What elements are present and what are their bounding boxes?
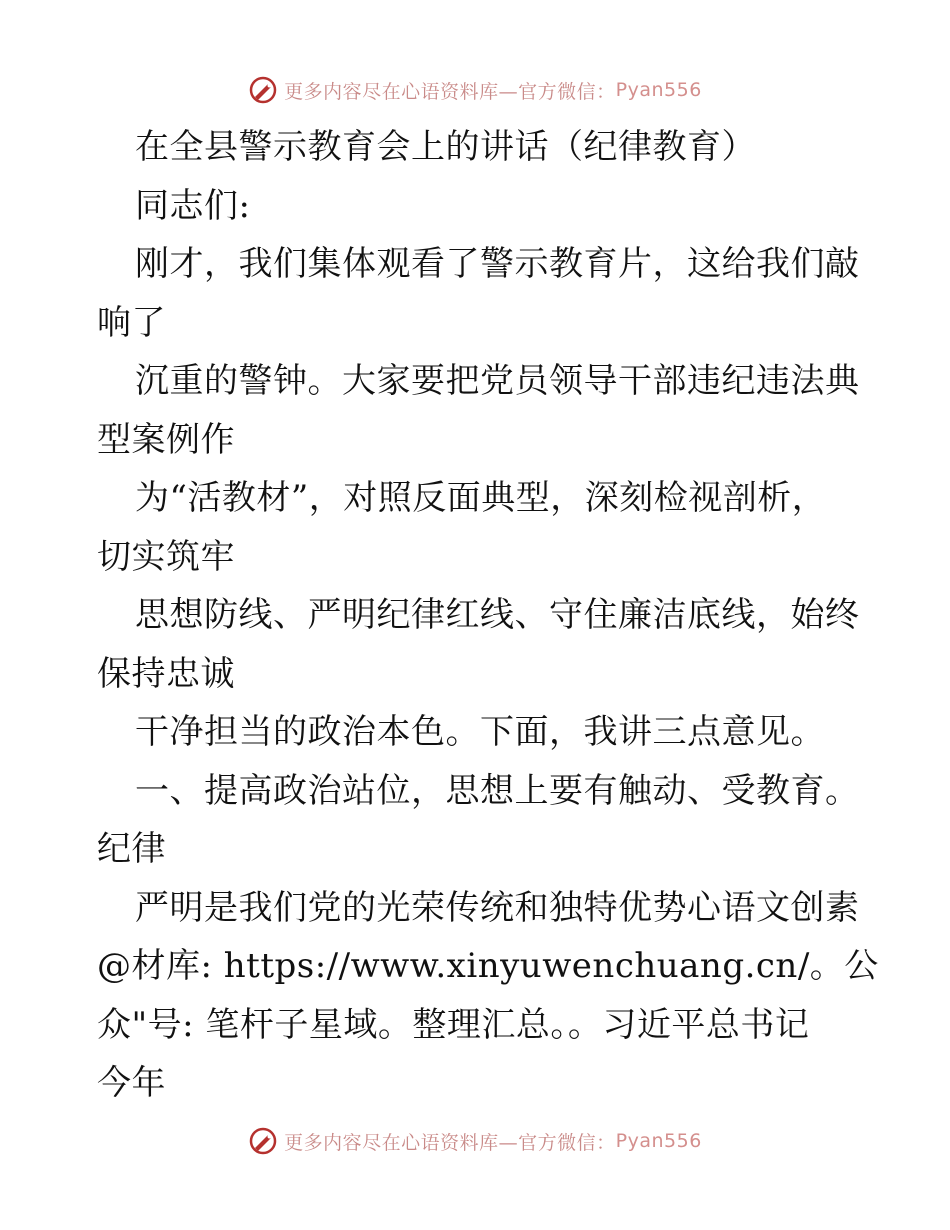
text-line: 为“活教材”，对照反面典型，深刻检视剖析， [135,478,827,518]
text-line: 型案例作 [97,419,235,460]
watermark-handle: Pyan556 [615,1130,702,1152]
header-watermark [0,70,950,110]
text-line: 干净担当的政治本色。下面，我讲三点意见。 [135,712,825,752]
text-line: 思想防线、严明纪律红线、守住廉洁底线，始终 [135,595,860,635]
watermark-handle: Pyan556 [615,79,702,101]
text-line: 今年 [97,1063,166,1103]
text-line: 保持忠诚 [97,653,235,694]
pen-seal-icon [248,1126,278,1156]
text-line: 刚才，我们集体观看了警示教育片，这给我们敲 [135,244,860,284]
document-body [97,118,879,1113]
text-line: 严明是我们党的光荣传统和独特优势心语文创素 [135,887,860,928]
watermark-text: 更多内容尽在心语资料库—官方微信： [284,80,616,103]
text-line: 沉重的警钟。大家要把党员领导干部违纪违法典 [135,361,860,401]
section-heading: 一、提高政治站位，思想上要有触动、受教育。 [135,770,860,811]
pen-seal-icon [248,75,278,105]
text-line: 纪律 [97,829,166,869]
text-line: 众"号: 笔杆子星域。整理汇总。。习近平总书记 [97,1004,810,1045]
text-line: 响了 [97,302,166,343]
salutation: 同志们: [135,185,251,226]
footer-watermark [0,1121,950,1161]
document-title: 在全县警示教育会上的讲话（纪律教育） [135,127,756,167]
text-line: 切实筑牢 [97,536,235,577]
text-line: @材库: https://www.xinyuwenchuang.cn/。公 [97,946,879,986]
watermark-text: 更多内容尽在心语资料库—官方微信： [284,1131,616,1154]
